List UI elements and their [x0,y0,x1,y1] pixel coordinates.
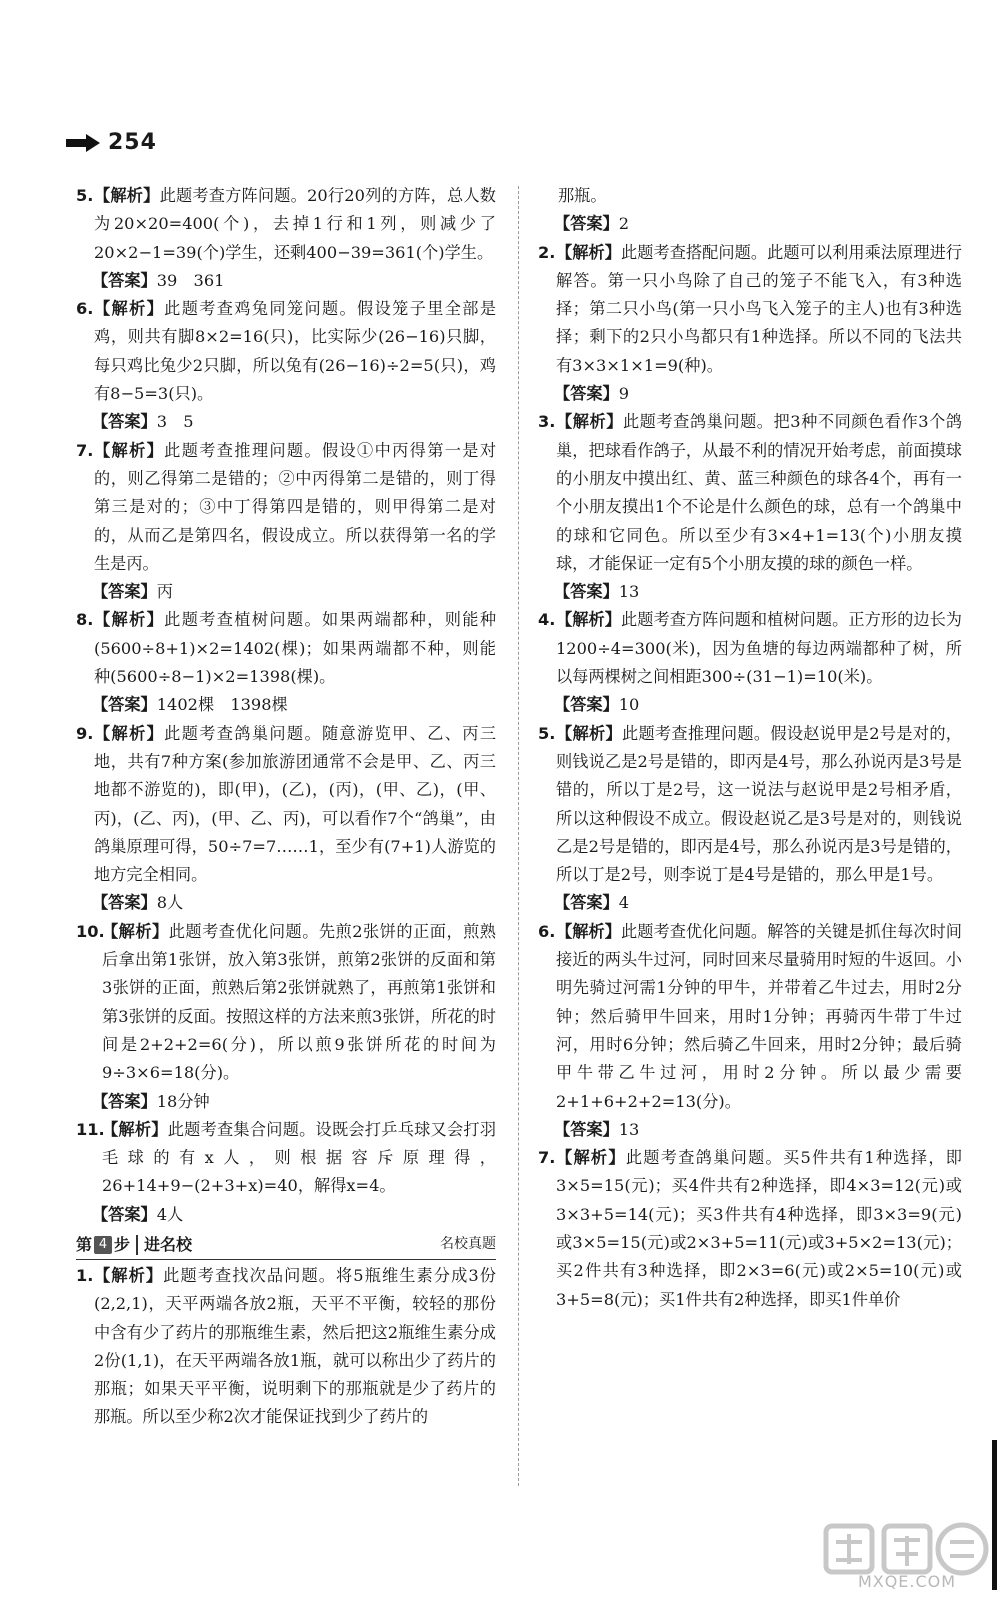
analysis-text: 此题考查鸽巢问题。把3种不同颜色看作3个鸽巢，把球看作鸽子，从最不利的情况开始考虑，前面摸球的小朋友中摸出红、黄、蓝三种颜色的球各4个，再有一个小朋友摸出1个不论是什么颜色的球，总有一个鸽巢中的球和它同色。所以至少有3×4+1=13(个)小朋友摸球，才能保证一定有5个小朋友摸的球的颜色一样。 [556,412,962,573]
answer-tag: 【答案】 [92,1204,157,1224]
answer-tag: 【答案】 [554,214,619,234]
page-edge-bar [992,1440,997,1590]
analysis-tag: 【解析】 [94,186,160,205]
problem-item [76,437,496,578]
problem-number: 7. [538,1148,556,1168]
analysis-text: 此题考查优化问题。先煎2张饼的正面，煎熟后拿出第1张饼，放入第3张饼，煎第2张饼的反面和第3张饼的正面，煎熟后第2张饼就熟了，再煎第1张饼和第3张饼的反面。按照这样的方法来煎3张饼，所花的时间是2+2+2=6(分)，所以煎9张饼所花的时间为9÷3×6=18(分)。 [102,921,496,1083]
right-column [538,182,962,1314]
analysis-text: 此题考查鸽巢问题。随意游览甲、乙、丙三地，共有7种方案(参加旅游团通常不会是甲、乙、丙三地都不游览的)，即(甲)，(乙)，(丙)，(甲、乙)，(甲、丙)，(乙、丙)，(甲、乙、丙)，可以看作7个“鸽巢”，由鸽巢原理可得，50÷7=7……1，至少有(7+1)人游览的地方完全相同。 [94,723,497,885]
left-column [76,182,496,1432]
answer-value: 39 361 [156,270,225,290]
analysis-tag: 【解析】 [94,299,165,319]
answer-value: 1402棵 1398棵 [156,695,288,715]
answer-line [538,1116,962,1144]
answer-tag: 【答案】 [554,893,619,913]
answer-line [76,691,496,719]
problem-number: 1. [76,1265,94,1285]
answer-value: 18分钟 [156,1091,210,1111]
answer-line [76,267,496,295]
problem-number: 2. [538,242,556,262]
problem-item [538,606,962,691]
analysis-tag: 【解析】 [556,921,621,941]
analysis-tag: 【解析】 [556,1148,626,1168]
analysis-tag: 【解析】 [94,723,165,743]
problem-number: 5. [76,186,94,205]
analysis-text: 此题考查方阵问题和植树问题。正方形的边长为1200÷4=300(米)，因为鱼塘的每边两端都种了树，所以每两棵树之间相距300÷(31−1)=10(米)。 [556,610,962,687]
column-divider [518,186,519,1486]
analysis-tag: 【解析】 [102,1119,168,1139]
step-section-bar [76,1233,496,1260]
problem-item [76,295,496,408]
analysis-text: 此题考查鸽巢问题。买5件共有1种选择，即3×5=15(元)；买4件共有2种选择，即4×3=12(元)或3×3+5=14(元)；买3件共有4种选择，即3×3=9(元)或3×5=15(元)或2×3+5=11(元)或3+5×2=13(元)；买2件共有3种选择，即2×3=6(元)或2×5=10(元)或3+5=8(元)；买1件共有2种选择，即买1件单价 [556,1148,962,1309]
problem-item [538,1144,962,1314]
analysis-text: 此题考查推理问题。假设赵说甲是2号是对的，则钱说乙是2号是错的，即丙是4号，那么孙说丙是3号是错的，所以丁是2号，这一说法与赵说甲是2号相矛盾，所以这种假设不成立。假设赵说乙是3号是对的，则钱说乙是2号是错的，即丙是4号，那么孙说丙是3号是错的，所以丁是2号，则李说丁是4号是错的，那么甲是1号。 [556,723,962,885]
answer-tag: 【答案】 [554,384,619,404]
answer-tag: 【答案】 [92,893,157,913]
answer-line [76,1201,496,1229]
problem-number: 11. [76,1119,105,1139]
analysis-text: 此题考查找次品问题。将5瓶维生素分成3份(2,2,1)，天平两端各放2瓶，天平不平衡，较轻的那份中含有少了药片的那瓶维生素，然后把这2瓶维生素分成2份(1,1)，在天平两端各放1瓶，就可以称出少了药片的那瓶；如果天平平衡，说明剩下的那瓶就是少了药片的那瓶。所以至少称2次才能保证找到少了药片的 [94,1265,496,1427]
analysis-tag: 【解析】 [556,412,623,432]
problem-number: 4. [538,610,556,630]
step-source-label: 名校真题 [440,1235,496,1252]
analysis-tag: 【解析】 [94,440,165,460]
analysis-text: 此题考查搭配问题。此题可以利用乘法原理进行解答。第一只小鸟除了自己的笼子不能飞入，有3种选择；第二只小鸟(第一只小鸟飞入笼子的主人)也有3种选择；剩下的2只小鸟都只有1种选择。所以不同的飞法共有3×3×1×1=9(种)。 [556,242,962,375]
answer-tag: 【答案】 [92,1091,157,1111]
analysis-text: 此题考查方阵问题。20行20列的方阵，总人数为20×20=400(个)，去掉1行和1列，则减少了20×2−1=39(个)学生，还剩400−39=361(个)学生。 [94,186,496,262]
step-suffix: 步 [114,1234,131,1254]
analysis-text: 此题考查推理问题。假设①中丙得第一是对的，则乙得第二是错的；②中丙得第二是错的，则丁得第三是对的；③中丁得第四是错的，则甲得第二是对的，从而乙是第四名，假设成立。所以获得第一名的学生是丙。 [94,440,497,573]
problem-item [538,408,962,578]
problem-item [76,1116,496,1201]
answer-value: 4 [618,893,630,913]
answer-line [76,889,496,917]
analysis-text: 此题考查优化问题。解答的关键是抓住每次时间接近的两头牛过河，同时回来尽量骑用时短的牛返回。小明先骑过河需1分钟的甲牛，并带着乙牛过去，用时2分钟；然后骑甲牛回来，用时1分钟；再骑丙牛带丁牛过河，用时6分钟；然后骑乙牛回来，用时2分钟；最后骑甲牛带乙牛过河，用时2分钟。所以最少需要2+1+6+2+2=13(分)。 [556,921,962,1111]
problem-number: 8. [76,610,94,630]
step-prefix: 第 [76,1234,93,1254]
problem-item [76,918,496,1088]
problem-item [538,239,962,380]
answer-value: 10 [618,695,640,715]
step-number-badge: 4 [94,1236,112,1254]
answer-tag: 【答案】 [554,1119,619,1139]
continued-text: 那瓶。 [558,186,607,205]
problem-number: 10. [76,921,105,941]
problem-item [76,1262,496,1432]
answer-tag: 【答案】 [92,582,157,602]
answer-line [538,380,962,408]
analysis-tag: 【解析】 [556,242,621,262]
answer-tag: 【答案】 [92,270,157,290]
analysis-tag: 【解析】 [556,723,622,743]
problem-number: 9. [76,723,94,743]
answer-tag: 【答案】 [92,695,157,715]
answer-line [538,210,962,238]
step-separator [136,1235,138,1255]
answer-value: 丙 [156,582,173,602]
analysis-text: 此题考查植树问题。如果两端都种，则能种(5600÷8+1)×2=1402(棵)；如果两端都不种，则能种(5600÷8−1)×2=1398(棵)。 [94,610,497,687]
problem-item [538,918,962,1116]
answer-tag: 【答案】 [554,582,619,602]
analysis-tag: 【解析】 [556,610,621,630]
problem-item [538,720,962,890]
answer-line [538,578,962,606]
answer-line [538,889,962,917]
problem-number: 3. [538,412,556,432]
answer-line [76,408,496,436]
analysis-tag: 【解析】 [94,1265,164,1285]
answer-line [76,1088,496,1116]
answer-value: 4人 [156,1204,184,1224]
problem-number: 6. [76,299,94,319]
answer-value: 13 [618,1119,640,1139]
answer-line [538,691,962,719]
watermark-url: MXQE.COM [857,1572,957,1591]
step-label-group [76,1231,192,1259]
problem-item [76,720,496,890]
problem-item [76,606,496,691]
answer-value: 2 [618,214,630,234]
answer-value: 3 5 [156,412,194,432]
answer-line [76,578,496,606]
page-number: 254 [108,130,157,155]
problem-number: 5. [538,723,556,743]
page-header [66,130,157,155]
arrow-right-icon [66,133,100,153]
answer-tag: 【答案】 [554,695,619,715]
analysis-text: 此题考查集合问题。设既会打乒乓球又会打羽毛球的有x人，则根据容斥原理得，26+14+9−(2+3+x)=40，解得x=4。 [102,1119,497,1196]
analysis-text: 此题考查鸡兔同笼问题。假设笼子里全部是鸡，则共有脚8×2=16(只)，比实际少(26−16)只脚，每只鸡比兔少2只脚，所以兔有(26−16)÷2=5(只)，鸡有8−5=3(只)。 [94,299,497,404]
problem-number: 7. [76,440,94,460]
problem-item [76,182,496,267]
answer-value: 13 [618,582,640,602]
step-title: 进名校 [144,1234,193,1254]
analysis-tag: 【解析】 [94,610,165,630]
problem-number: 6. [538,921,556,941]
analysis-tag: 【解析】 [102,921,169,941]
answer-tag: 【答案】 [92,412,157,432]
answer-value: 8人 [156,893,184,913]
answer-value: 9 [618,384,630,404]
